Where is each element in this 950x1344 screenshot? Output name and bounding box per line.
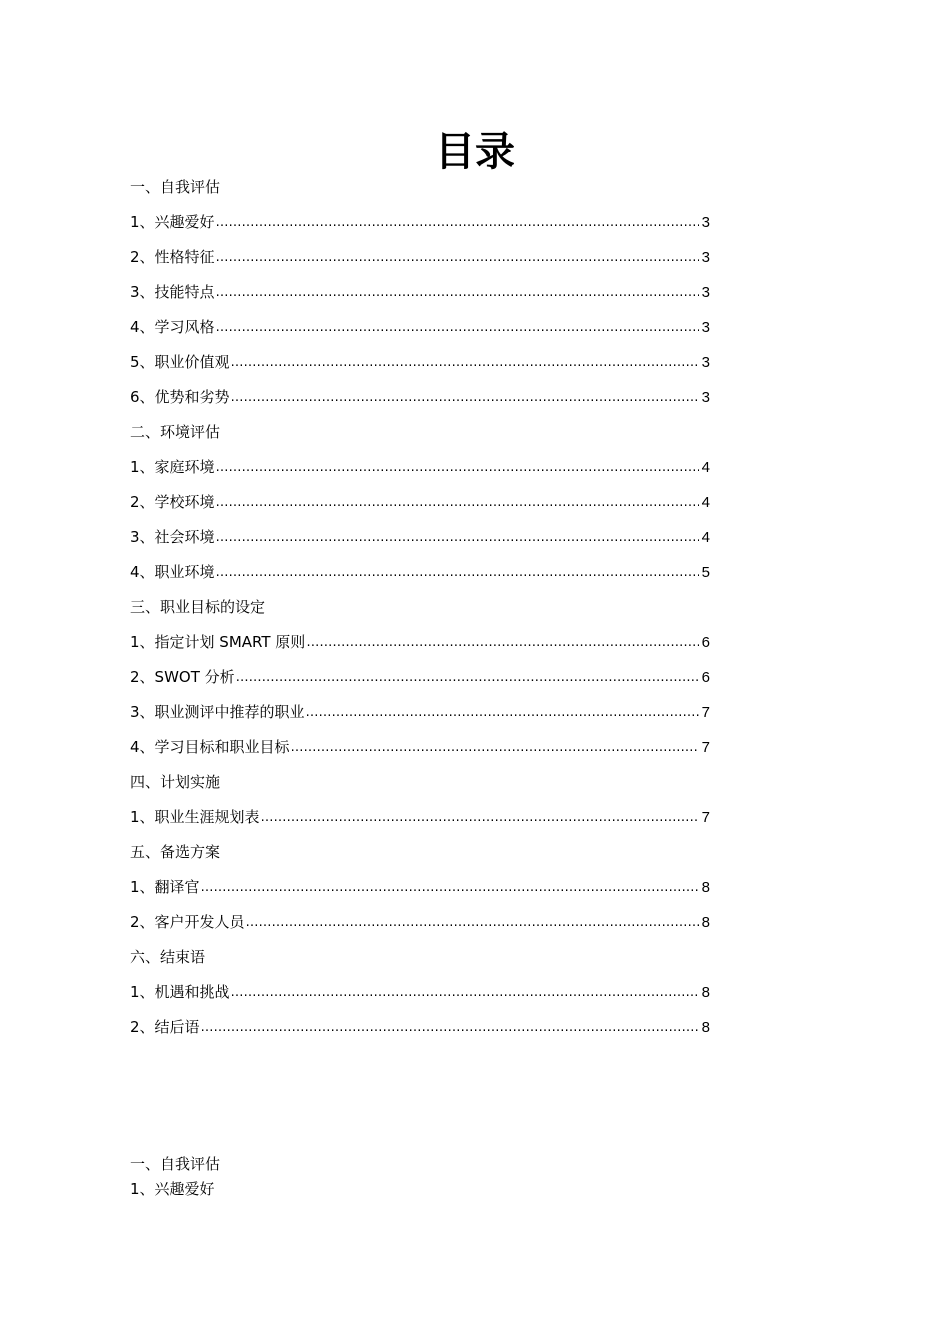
dot-leader <box>306 695 699 730</box>
toc-page-number: 8 <box>701 879 710 896</box>
toc-entry[interactable] <box>130 870 710 905</box>
toc-label: 2、SWOT 分析 <box>130 668 235 686</box>
toc-label: 二、环境评估 <box>130 423 221 441</box>
dot-leader <box>216 555 699 590</box>
toc-label: 4、职业环境 <box>130 563 215 581</box>
toc-label: 2、学校环境 <box>130 493 215 511</box>
toc-label: 2、客户开发人员 <box>130 913 245 931</box>
toc-label: 三、职业目标的设定 <box>130 598 266 616</box>
toc-page-number: 3 <box>701 249 710 266</box>
dot-leader <box>216 310 699 345</box>
toc-page-number: 4 <box>701 459 710 476</box>
toc-entry[interactable] <box>130 1010 710 1045</box>
toc-section <box>130 765 710 800</box>
toc-page-number: 7 <box>701 809 710 826</box>
toc-page-number: 3 <box>701 319 710 336</box>
toc-label: 4、学习风格 <box>130 318 215 336</box>
toc-section <box>130 590 710 625</box>
toc-label: 3、职业测评中推荐的职业 <box>130 703 305 721</box>
toc-entry[interactable] <box>130 730 710 765</box>
toc-entry[interactable] <box>130 555 710 590</box>
toc-section <box>130 415 710 450</box>
sub-heading: 1、兴趣爱好 <box>130 1180 215 1198</box>
toc-page-number: 4 <box>701 494 710 511</box>
toc-entry[interactable] <box>130 625 710 660</box>
toc-page-number: 3 <box>701 284 710 301</box>
toc-label: 四、计划实施 <box>130 773 221 791</box>
dot-leader <box>216 275 699 310</box>
toc-entry[interactable] <box>130 800 710 835</box>
toc-page-number: 3 <box>701 354 710 371</box>
dot-leader <box>231 380 699 415</box>
toc-label: 六、结束语 <box>130 948 206 966</box>
toc-label: 2、性格特征 <box>130 248 215 266</box>
toc-label: 1、指定计划 SMART 原则 <box>130 633 306 651</box>
toc-label: 6、优势和劣势 <box>130 388 230 406</box>
dot-leader <box>216 485 699 520</box>
dot-leader <box>261 800 699 835</box>
toc-title: 目录 <box>435 129 515 175</box>
toc-label: 五、备选方案 <box>130 843 221 861</box>
dot-leader <box>306 625 699 660</box>
toc-page-number: 6 <box>701 669 710 686</box>
dot-leader <box>236 660 699 695</box>
dot-leader <box>231 345 699 380</box>
toc-page-number: 8 <box>701 914 710 931</box>
dot-leader <box>216 450 699 485</box>
toc-entry[interactable] <box>130 660 710 695</box>
toc-section <box>130 170 710 205</box>
toc-section <box>130 835 710 870</box>
dot-leader <box>201 870 699 905</box>
toc-page-number: 8 <box>701 984 710 1001</box>
toc-entry[interactable] <box>130 310 710 345</box>
dot-leader <box>201 1010 699 1045</box>
toc-entry[interactable] <box>130 905 710 940</box>
dot-leader <box>216 520 699 555</box>
dot-leader <box>216 240 699 275</box>
toc-label: 1、职业生涯规划表 <box>130 808 260 826</box>
toc-label: 2、结后语 <box>130 1018 200 1036</box>
toc-page-number: 3 <box>701 389 710 406</box>
toc-section <box>130 940 710 975</box>
toc-entry[interactable] <box>130 380 710 415</box>
toc-page-number: 6 <box>701 634 710 651</box>
toc-entry[interactable] <box>130 345 710 380</box>
body-start <box>130 1152 710 1202</box>
toc-page-number: 4 <box>701 529 710 546</box>
toc-page-number: 3 <box>701 214 710 231</box>
dot-leader <box>216 205 699 240</box>
toc-entry[interactable] <box>130 275 710 310</box>
toc-label: 1、兴趣爱好 <box>130 213 215 231</box>
toc-label: 一、自我评估 <box>130 178 221 196</box>
dot-leader <box>291 730 699 765</box>
toc-label: 1、家庭环境 <box>130 458 215 476</box>
toc-entry[interactable] <box>130 240 710 275</box>
toc-label: 3、社会环境 <box>130 528 215 546</box>
dot-leader <box>246 905 699 940</box>
toc-page-number: 7 <box>701 704 710 721</box>
toc-page-number: 5 <box>701 564 710 581</box>
section-heading: 一、自我评估 <box>130 1155 221 1173</box>
toc-page-number: 7 <box>701 739 710 756</box>
toc-label: 3、技能特点 <box>130 283 215 301</box>
table-of-contents <box>130 170 710 1045</box>
toc-entry[interactable] <box>130 520 710 555</box>
toc-entry[interactable] <box>130 695 710 730</box>
toc-label: 1、机遇和挑战 <box>130 983 230 1001</box>
toc-page-number: 8 <box>701 1019 710 1036</box>
dot-leader <box>231 975 699 1010</box>
toc-entry[interactable] <box>130 450 710 485</box>
toc-label: 1、翻译官 <box>130 878 200 896</box>
toc-entry[interactable] <box>130 485 710 520</box>
toc-entry[interactable] <box>130 975 710 1010</box>
toc-entry[interactable] <box>130 205 710 240</box>
toc-label: 5、职业价值观 <box>130 353 230 371</box>
toc-label: 4、学习目标和职业目标 <box>130 738 290 756</box>
